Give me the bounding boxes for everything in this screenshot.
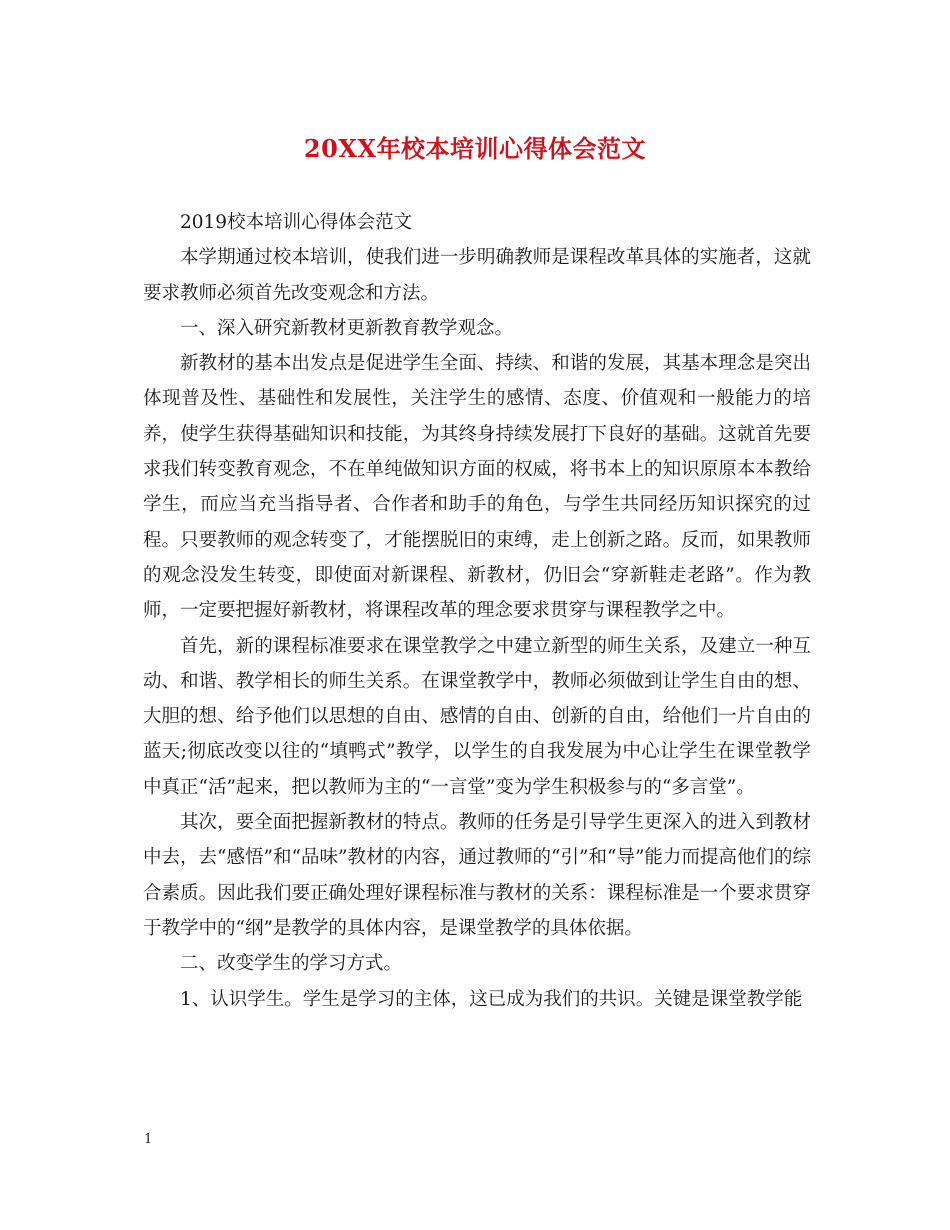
section-heading-2: 二、改变学生的学习方式。 <box>180 953 403 975</box>
section-heading-1: 一、深入研究新教材更新教育教学观念。 <box>180 317 514 339</box>
paragraph-new-textbook: 新教材的基本出发点是促进学生全面、持续、和谐的发展，其基本理念是突出体现普及性、基础性和发展性，关注学生的感情、态度、价值观和一般能力的培养，使学生获得基础知识和技能，为其终身持续发展打下良好的基础。这就首先要求我们转变教育观念，不在单纯做知识方面的权威，将书本上的知识原原本本教给学生，而应当充当指导者、合作者和助手的角色，与学生共同经历知识探究的过程。只要教师的观念转变了，才能摆脱旧的束缚，走上创新之路。反而，如果教师的观念没发生转变，即使面对新课程、新教材，仍旧会“穿新鞋走老路”。作为教师，一定要把握好新教材，将课程改革的理念要求贯穿与课程教学之中。 <box>143 353 811 622</box>
page-number: 1 <box>144 1132 153 1147</box>
paragraph-subtitle: 2019校本培训心得体会范文 <box>180 212 413 233</box>
paragraph-intro: 本学期通过校本培训，使我们进一步明确教师是课程改革具体的实施者，这就要求教师必须首先改变观念和方法。 <box>143 247 811 304</box>
paragraph-second: 其次，要全面把握新教材的特点。教师的任务是引导学生更深入的进入到教材中去，去“感悟”和“品味”教材的内容，通过教师的“引”和“导”能力而提高他们的综合素质。因此我们要正确处理好课程标准与教材的关系：课程标准是一个要求贯穿于教学中的“纲”是教学的具体内容，是课堂教学的具体依据。 <box>143 812 811 939</box>
document-title: 20XX年校本培训心得体会范文 <box>303 134 647 163</box>
paragraph-know-students: 1、认识学生。学生是学习的主体，这已成为我们的共识。关键是课堂教学能 <box>180 988 803 1010</box>
paragraph-first: 首先，新的课程标准要求在课堂教学之中建立新型的师生关系，及建立一种互动、和谐、教学相长的师生关系。在课堂教学中，教师必须做到让学生自由的想、大胆的想、给予他们以思想的自由、感情的自由、创新的自由，给他们一片自由的蓝天;彻底改变以往的“填鸭式”教学，以学生的自我发展为中心让学生在课堂教学中真正“活”起来，把以教师为主的“一言堂”变为学生积极参与的“多言堂”。 <box>143 635 811 798</box>
document-body <box>143 205 811 1017</box>
